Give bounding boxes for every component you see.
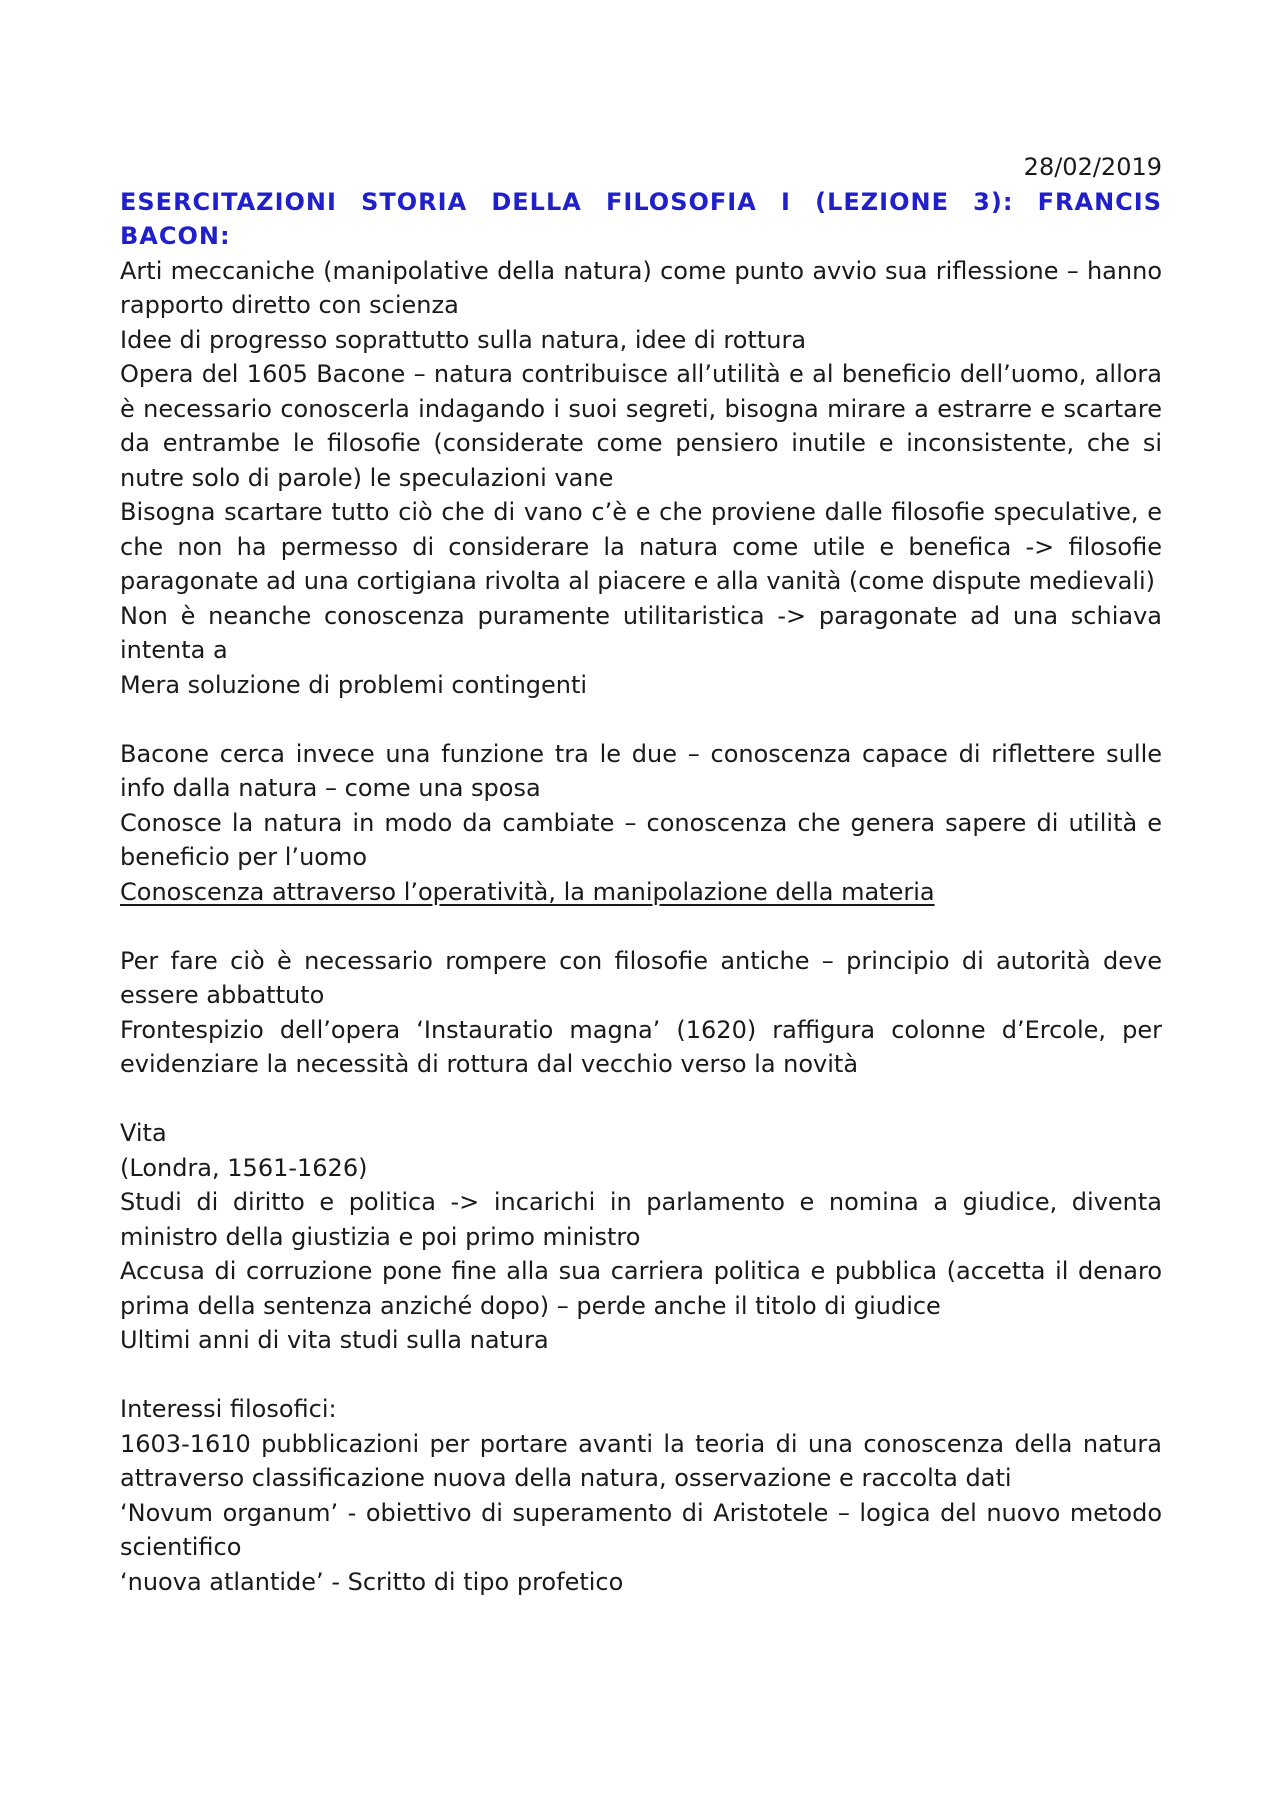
paragraph: 1603-1610 pubblicazioni per portare avanti la teoria di una conoscenza della natura attraverso classificazione nuova della natura, osservazione e raccolta dati <box>120 1429 1162 1492</box>
paragraph: Studi di diritto e politica -> incarichi in parlamento e nomina a giudice, diventa ministro della giustizia e poi primo ministro <box>120 1188 1162 1251</box>
paragraph: Conosce la natura in modo da cambiate – conoscenza che genera sapere di utilità e beneficio per l’uomo <box>120 808 1162 871</box>
paragraph: Ultimi anni di vita studi sulla natura <box>120 1326 549 1354</box>
document-page <box>120 150 1162 1599</box>
paragraph: Idee di progresso soprattutto sulla natura, idee di rottura <box>120 325 807 354</box>
document-title: ESERCITAZIONI STORIA DELLA FILOSOFIA I (LEZIONE 3): FRANCIS BACON: <box>120 187 1162 250</box>
paragraph: Accusa di corruzione pone fine alla sua carriera politica e pubblica (accetta il denaro prima della sentenza anziché dopo) – perde anche il titolo di giudice <box>120 1257 1162 1320</box>
paragraph: Opera del 1605 Bacone – natura contribuisce all’utilità e al beneficio dell’uomo, allora è necessario conoscerla indagando i suoi segreti, bisogna mirare a estrarre e scartare da entrambe le filosofie (considerate come pensiero inutile e inconsistente, che si nutre solo di parole) le speculazioni vane <box>120 360 1162 492</box>
paragraph: Arti meccaniche (manipolative della natura) come punto avvio sua riflessione – hanno rapporto diretto con scienza <box>120 256 1162 319</box>
blank-line <box>120 702 1162 737</box>
paragraph: Per fare ciò è necessario rompere con filosofie antiche – principio di autorità deve essere abbattuto <box>120 946 1162 1009</box>
paragraph: ‘Novum organum’ - obiettivo di superamento di Aristotele – logica del nuovo metodo scientifico <box>120 1498 1162 1561</box>
underlined-paragraph <box>120 875 1162 910</box>
blank-line <box>120 1082 1162 1117</box>
document-date: 28/02/2019 <box>1023 153 1162 181</box>
blank-line <box>120 1358 1162 1393</box>
paragraph: Bacone cerca invece una funzione tra le due – conoscenza capace di riflettere sulle info dalla natura – come una sposa <box>120 739 1162 802</box>
paragraph: Mera soluzione di problemi contingenti <box>120 670 588 699</box>
blank-line <box>120 909 1162 944</box>
paragraph: Non è neanche conoscenza puramente utilitaristica -> paragonate ad una schiava intenta a <box>120 601 1162 664</box>
paragraph: Frontespizio dell’opera ‘Instauratio magna’ (1620) raffigura colonne d’Ercole, per evidenziare la necessità di rottura dal vecchio verso la novità <box>120 1015 1162 1078</box>
underlined-text: Conoscenza attraverso l’operatività, la manipolazione della materia <box>120 877 935 906</box>
paragraph: (Londra, 1561-1626) <box>120 1153 368 1182</box>
section-heading-interessi: Interessi filosofici: <box>120 1395 337 1423</box>
paragraph: ‘nuova atlantide’ - Scritto di tipo profetico <box>120 1567 624 1596</box>
section-heading-vita: Vita <box>120 1119 167 1147</box>
paragraph: Bisogna scartare tutto ciò che di vano c’è e che proviene dalle filosofie speculative, e che non ha permesso di considerare la natura come utile e benefica -> filosofie paragonate ad una cortigiana rivolta al piacere e alla vanità (come dispute medievali) <box>120 498 1162 595</box>
